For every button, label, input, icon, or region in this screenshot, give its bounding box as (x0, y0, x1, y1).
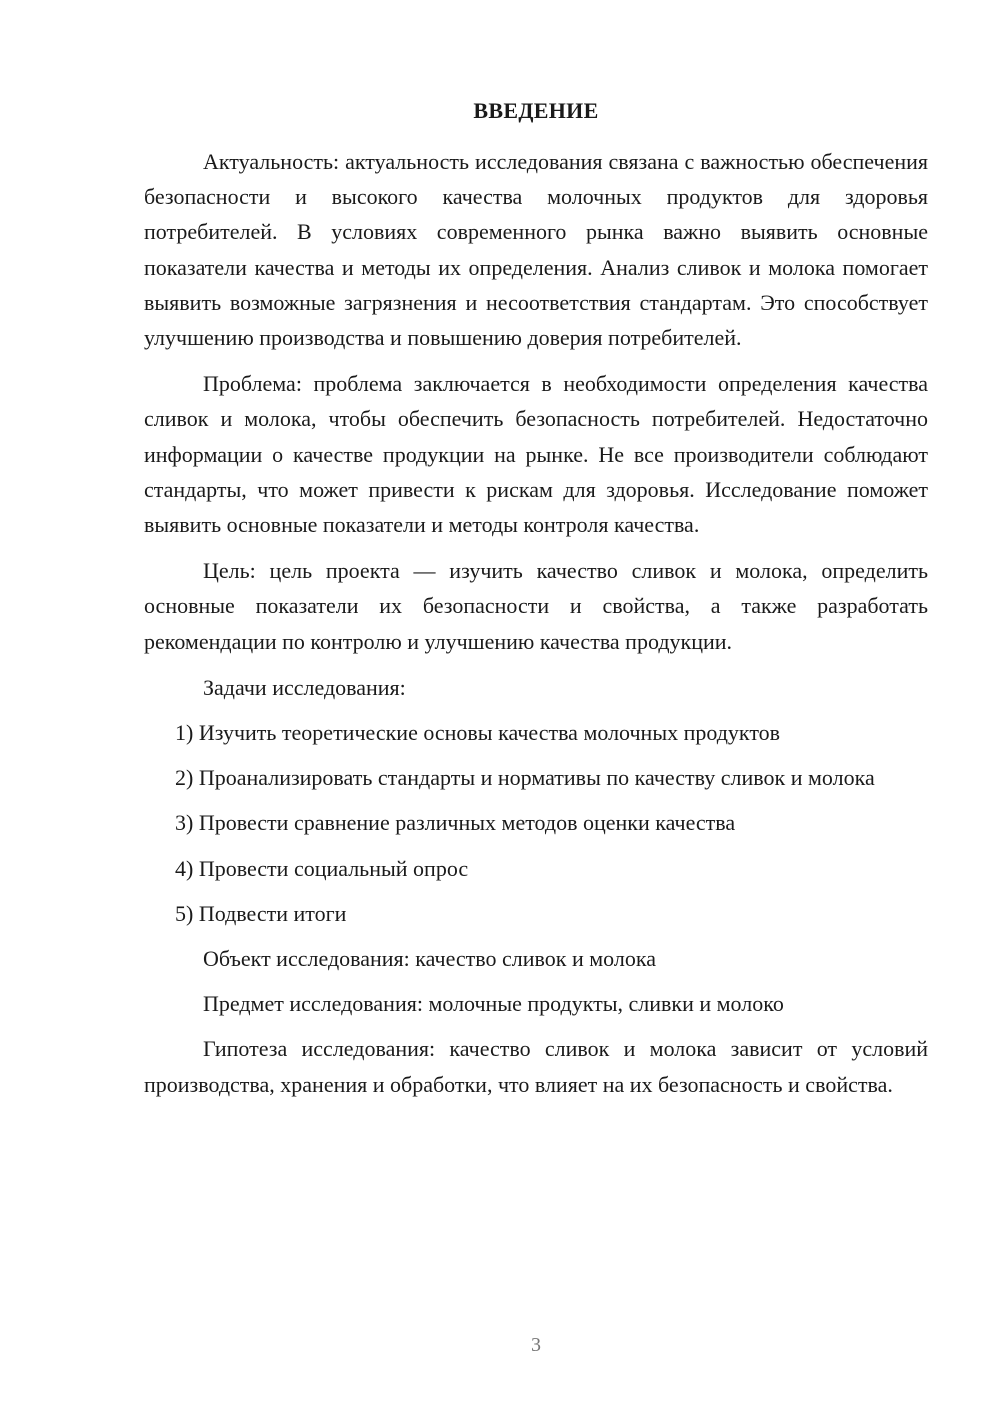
section-title: ВВЕДЕНИЕ (473, 98, 599, 123)
task-item-4: 4) Провести социальный опрос (175, 855, 469, 881)
task-item-3: 3) Провести сравнение различных методов оценки качества (175, 810, 736, 836)
tasks-heading: Задачи исследования: (203, 674, 406, 700)
task-item-2: 2) Проанализировать стандарты и нормативы по качеству сливок и молока (175, 765, 875, 791)
hypothesis-paragraph: Гипотеза исследования: качество сливок и молока зависит от условий производства, хранения и обработки, что влияет на их безопасность и свойства. (144, 1036, 928, 1097)
task-item-1: 1) Изучить теоретические основы качества молочных продуктов (175, 720, 781, 746)
document-body (144, 96, 928, 1113)
goal-paragraph: Цель: цель проекта — изучить качество сливок и молока, определить основные показатели их безопасности и свойства, а также разработать рекомендации по контролю и улучшению качества продукции. (144, 558, 928, 654)
page-number: 3 (531, 1334, 541, 1356)
task-item-5: 5) Подвести итоги (175, 900, 347, 926)
research-object: Объект исследования: качество сливок и молока (203, 946, 656, 972)
research-subject: Предмет исследования: молочные продукты, сливки и молоко (203, 991, 784, 1017)
relevance-paragraph: Актуальность: актуальность исследования связана с важностью обеспечения безопасности и высокого качества молочных продуктов для здоровья потребителей. В условиях современного рынка важно выявить основные показатели качества и методы их определения. Анализ сливок и молока помогает выявить возможные загрязнения и несоответствия стандартам. Это способствует улучшению производства и повышению доверия потребителей. (144, 149, 928, 351)
problem-paragraph: Проблема: проблема заключается в необходимости определения качества сливок и молока, чтобы обеспечить безопасность потребителей. Недостаточно информации о качестве продукции на рынке. Не все производители соблюдают стандарты, что может привести к рискам для здоровья. Исследование поможет выявить основные показатели и методы контроля качества. (144, 371, 928, 538)
